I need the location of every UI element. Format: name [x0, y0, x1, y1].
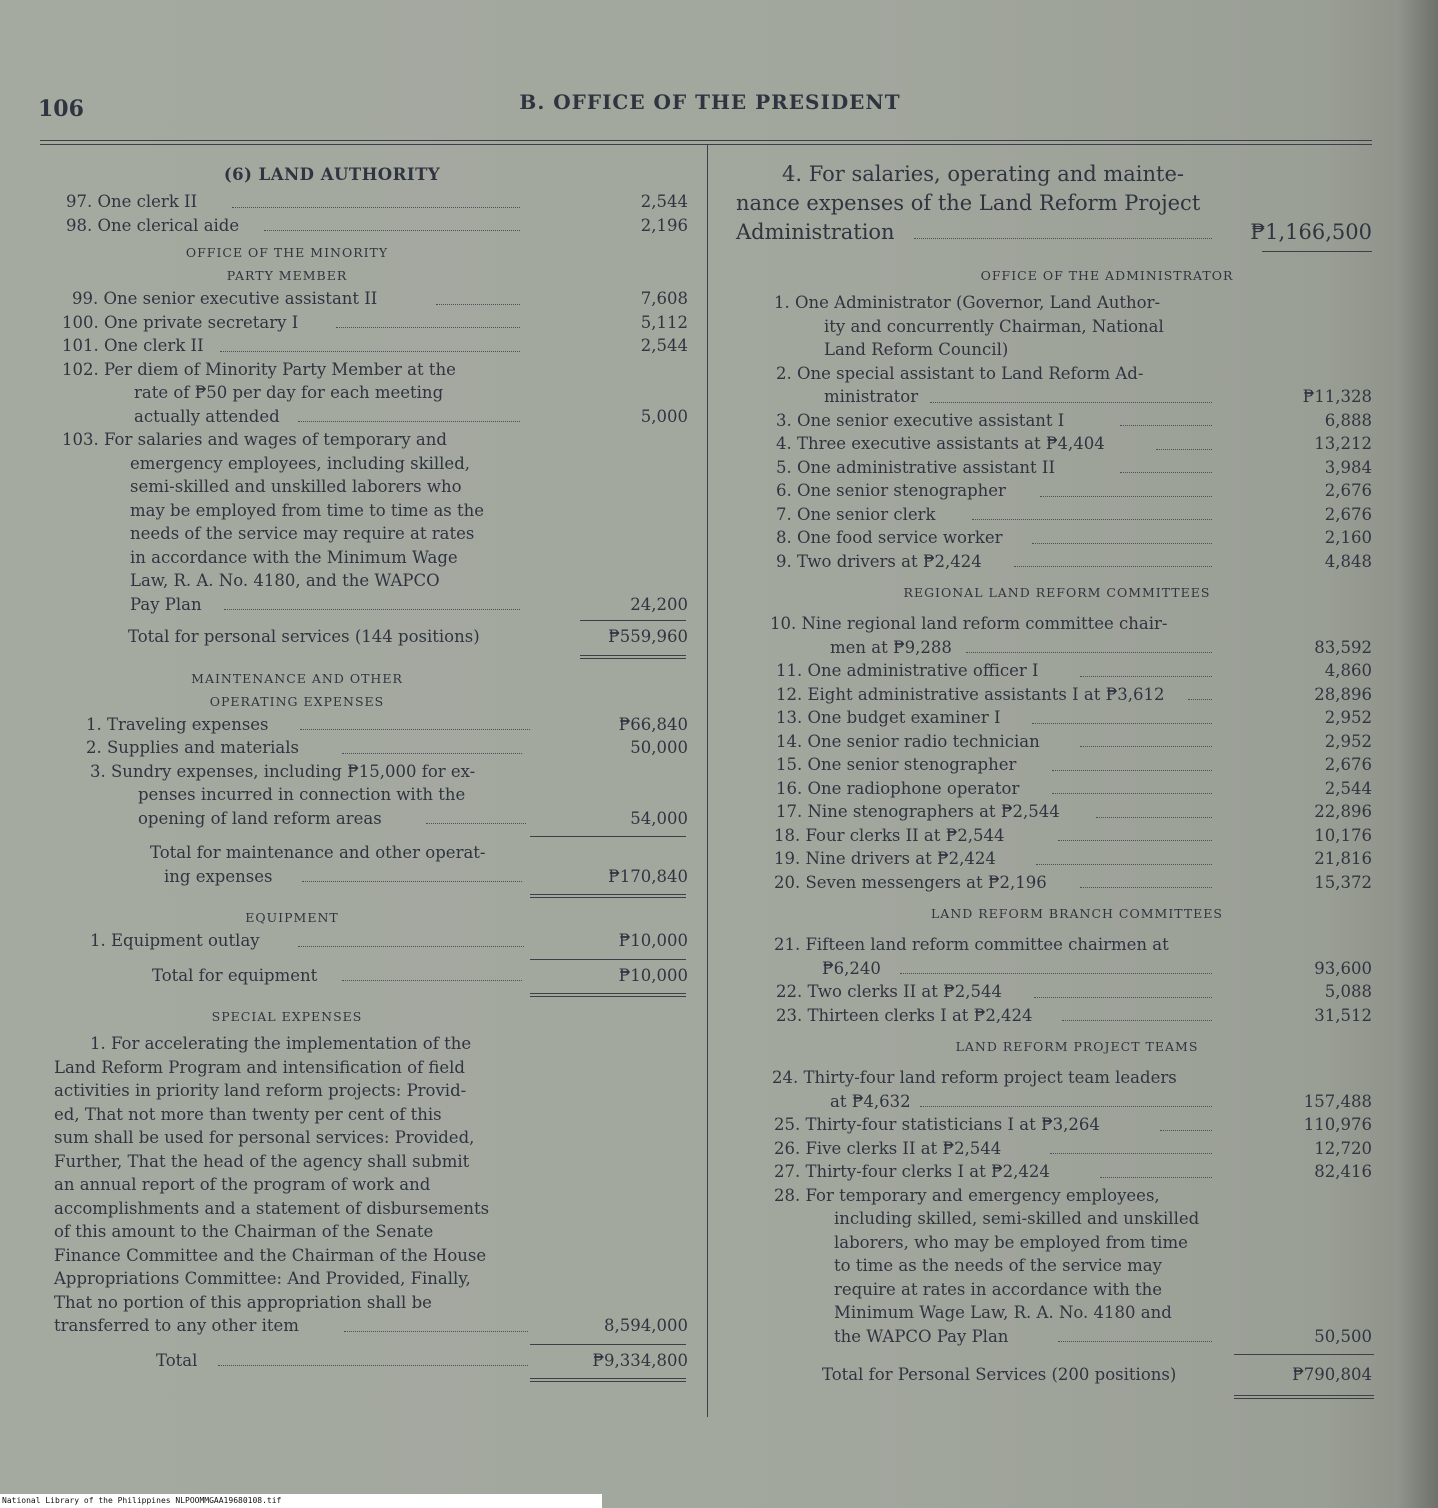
subheading: EQUIPMENT: [245, 910, 339, 925]
line-item: at ₱4,632 157,488: [830, 1091, 1372, 1111]
line-item: 2. Supplies and materials 50,000: [86, 738, 688, 757]
line-item: ministrator ₱11,328: [824, 387, 1372, 406]
line-item: 18. Four clerks II at ₱2,544 10,176: [774, 825, 1372, 845]
page-number: 106: [38, 96, 84, 122]
line-item: require at rates in accordance with the: [834, 1279, 1163, 1299]
line-item: Land Reform Council): [824, 340, 1009, 359]
line-item: 7. One senior clerk 2,676: [776, 504, 1372, 524]
line-item: 4. Three executive assistants at ₱4,404 13,212: [776, 434, 1372, 453]
paragraph-line: of this amount to the Chairman of the Senate: [54, 1222, 434, 1241]
line-item: 10. Nine regional land reform committee chair-: [770, 614, 1168, 633]
line-item: ₱6,240 93,600: [822, 958, 1372, 978]
paragraph-line: accomplishments and a statement of disbursements: [54, 1198, 490, 1218]
line-item: 97. One clerk II 2,544: [66, 192, 688, 211]
line-item: laborers, who may be employed from time: [834, 1232, 1188, 1252]
line-item: 15. One senior stenographer 2,676: [776, 755, 1372, 774]
line-item: 3. One senior executive assistant I 6,888: [776, 410, 1372, 430]
line-item: men at ₱9,288 83,592: [830, 637, 1372, 657]
line-item: 102. Per diem of Minority Party Member at the: [62, 359, 456, 379]
column-divider: [707, 145, 708, 1417]
paragraph-line: Appropriations Committee: And Provided, Finally,: [54, 1269, 471, 1288]
line-item: 23. Thirteen clerks I at ₱2,424 31,512: [776, 1005, 1372, 1025]
paragraph-line: Finance Committee and the Chairman of the House: [54, 1245, 487, 1265]
line-item: 14. One senior radio technician 2,952: [776, 731, 1372, 751]
paragraph-line: 1. For accelerating the implementation of the: [90, 1034, 472, 1053]
line-item: Pay Plan 24,200: [130, 594, 688, 614]
total-row: ing expenses ₱170,840: [164, 866, 688, 886]
line-item: 103. For salaries and wages of temporary and: [62, 430, 447, 449]
line-item: 101. One clerk II 2,544: [62, 336, 688, 355]
line-item: 12. Eight administrative assistants I at ₱3,612 28,896: [776, 684, 1372, 704]
subheading: LAND REFORM BRANCH COMMITTEES: [931, 906, 1223, 921]
page-spine-shadow: [1398, 0, 1438, 1508]
paragraph-line: That no portion of this appropriation shall be: [54, 1292, 432, 1312]
intro-line: nance expenses of the Land Reform Project: [736, 191, 1201, 215]
line-item: 3. Sundry expenses, including ₱15,000 for ex-: [90, 761, 476, 781]
line-item: 20. Seven messengers at ₱2,196 15,372: [774, 872, 1372, 892]
subheading: MAINTENANCE AND OTHER: [191, 670, 403, 686]
subheading: OFFICE OF THE MINORITY: [185, 245, 389, 260]
scan-footer: National Library of the Philippines NLPOOMMGAA19680108.tif: [0, 1494, 602, 1508]
left-column: [52, 160, 692, 1382]
total-row: Total for equipment ₱10,000: [152, 965, 688, 985]
line-item: may be employed from time to time as the: [130, 500, 485, 520]
line-item: 25. Thirty-four statisticians I at ₱3,264 110,976: [774, 1115, 1372, 1134]
paragraph-line: transferred to any other item 8,594,000: [54, 1316, 688, 1335]
line-item: the WAPCO Pay Plan 50,500: [834, 1326, 1372, 1346]
line-item: 9. Two drivers at ₱2,424 4,848: [776, 551, 1372, 571]
intro-line: Administration ₱1,166,500: [736, 220, 1372, 244]
line-item: 99. One senior executive assistant II 7,608: [72, 289, 688, 308]
line-item: actually attended 5,000: [134, 406, 688, 426]
intro-line: 4. For salaries, operating and mainte-: [782, 162, 1185, 186]
line-item: in accordance with the Minimum Wage: [130, 547, 458, 567]
line-item: penses incurred in connection with the: [138, 785, 466, 804]
line-item: 28. For temporary and emergency employees,: [774, 1185, 1160, 1205]
line-item: 2. One special assistant to Land Reform Ad-: [776, 363, 1144, 383]
line-item: 98. One clerical aide 2,196: [66, 215, 688, 235]
line-item: 5. One administrative assistant II 3,984: [776, 457, 1372, 477]
subheading: PARTY MEMBER: [226, 268, 348, 283]
line-item: 24. Thirty-four land reform project team leaders: [772, 1068, 1177, 1087]
paragraph-line: ed, That not more than twenty per cent of this: [54, 1104, 442, 1124]
line-item: rate of ₱50 per day for each meeting: [134, 383, 444, 402]
grand-total-row: Total ₱9,334,800: [156, 1350, 688, 1370]
line-item: 1. Equipment outlay ₱10,000: [90, 931, 688, 950]
subheading: OPERATING EXPENSES: [209, 693, 385, 709]
line-item: 27. Thirty-four clerks I at ₱2,424 82,416: [774, 1162, 1372, 1181]
line-item: ity and concurrently Chairman, National: [824, 316, 1164, 336]
paragraph-line: activities in priority land reform projects: Provid-: [54, 1081, 467, 1100]
line-item: 19. Nine drivers at ₱2,424 21,816: [774, 849, 1372, 868]
page-header: B. OFFICE OF THE PRESIDENT: [519, 90, 901, 114]
subheading: OFFICE OF THE ADMINISTRATOR: [980, 268, 1234, 283]
line-item: 21. Fifteen land reform committee chairmen at: [774, 935, 1169, 954]
paragraph-line: an annual report of the program of work and: [54, 1175, 431, 1194]
line-item: 11. One administrative officer I 4,860: [776, 661, 1372, 680]
total-row: Total for personal services (144 positions) ₱559,960: [128, 627, 688, 646]
paragraph-line: Land Reform Program and intensification of field: [54, 1057, 465, 1077]
subheading: SPECIAL EXPENSES: [211, 1009, 363, 1024]
paragraph-line: sum shall be used for personal services: Provided,: [54, 1128, 475, 1147]
subheading: LAND REFORM PROJECT TEAMS: [955, 1039, 1199, 1054]
line-item: 13. One budget examiner I 2,952: [776, 708, 1372, 727]
line-item: 16. One radiophone operator 2,544: [776, 778, 1372, 798]
line-item: 1. Traveling expenses ₱66,840: [86, 714, 688, 734]
total-row: Total for maintenance and other operat-: [150, 843, 486, 862]
line-item: needs of the service may require at rates: [130, 524, 475, 543]
line-item: 1. One Administrator (Governor, Land Author-: [774, 293, 1161, 312]
line-item: to time as the needs of the service may: [834, 1256, 1162, 1275]
line-item: 26. Five clerks II at ₱2,544 12,720: [774, 1138, 1372, 1158]
right-column: [736, 160, 1378, 1399]
line-item: 17. Nine stenographers at ₱2,544 22,896: [776, 802, 1372, 821]
line-item: 6. One senior stenographer 2,676: [776, 481, 1372, 500]
section-title: (6) LAND AUTHORITY: [223, 165, 441, 184]
line-item: 22. Two clerks II at ₱2,544 5,088: [776, 982, 1372, 1001]
subheading: REGIONAL LAND REFORM COMMITTEES: [903, 585, 1211, 600]
line-item: 100. One private secretary I 5,112: [62, 312, 688, 332]
line-item: Minimum Wage Law, R. A. No. 4180 and: [834, 1303, 1172, 1322]
line-item: opening of land reform areas 54,000: [138, 808, 688, 828]
header-rule-2: [40, 144, 1372, 145]
line-item: including skilled, semi-skilled and unskilled: [834, 1209, 1200, 1228]
total-row: Total for Personal Services (200 positions) ₱790,804: [822, 1365, 1372, 1384]
line-item: semi-skilled and unskilled laborers who: [130, 477, 462, 496]
line-item: emergency employees, including skilled,: [130, 453, 471, 473]
line-item: Law, R. A. No. 4180, and the WAPCO: [130, 571, 440, 590]
header-rule: [40, 140, 1372, 141]
paragraph-line: Further, That the head of the agency shall submit: [54, 1151, 470, 1171]
line-item: 8. One food service worker 2,160: [776, 528, 1372, 547]
